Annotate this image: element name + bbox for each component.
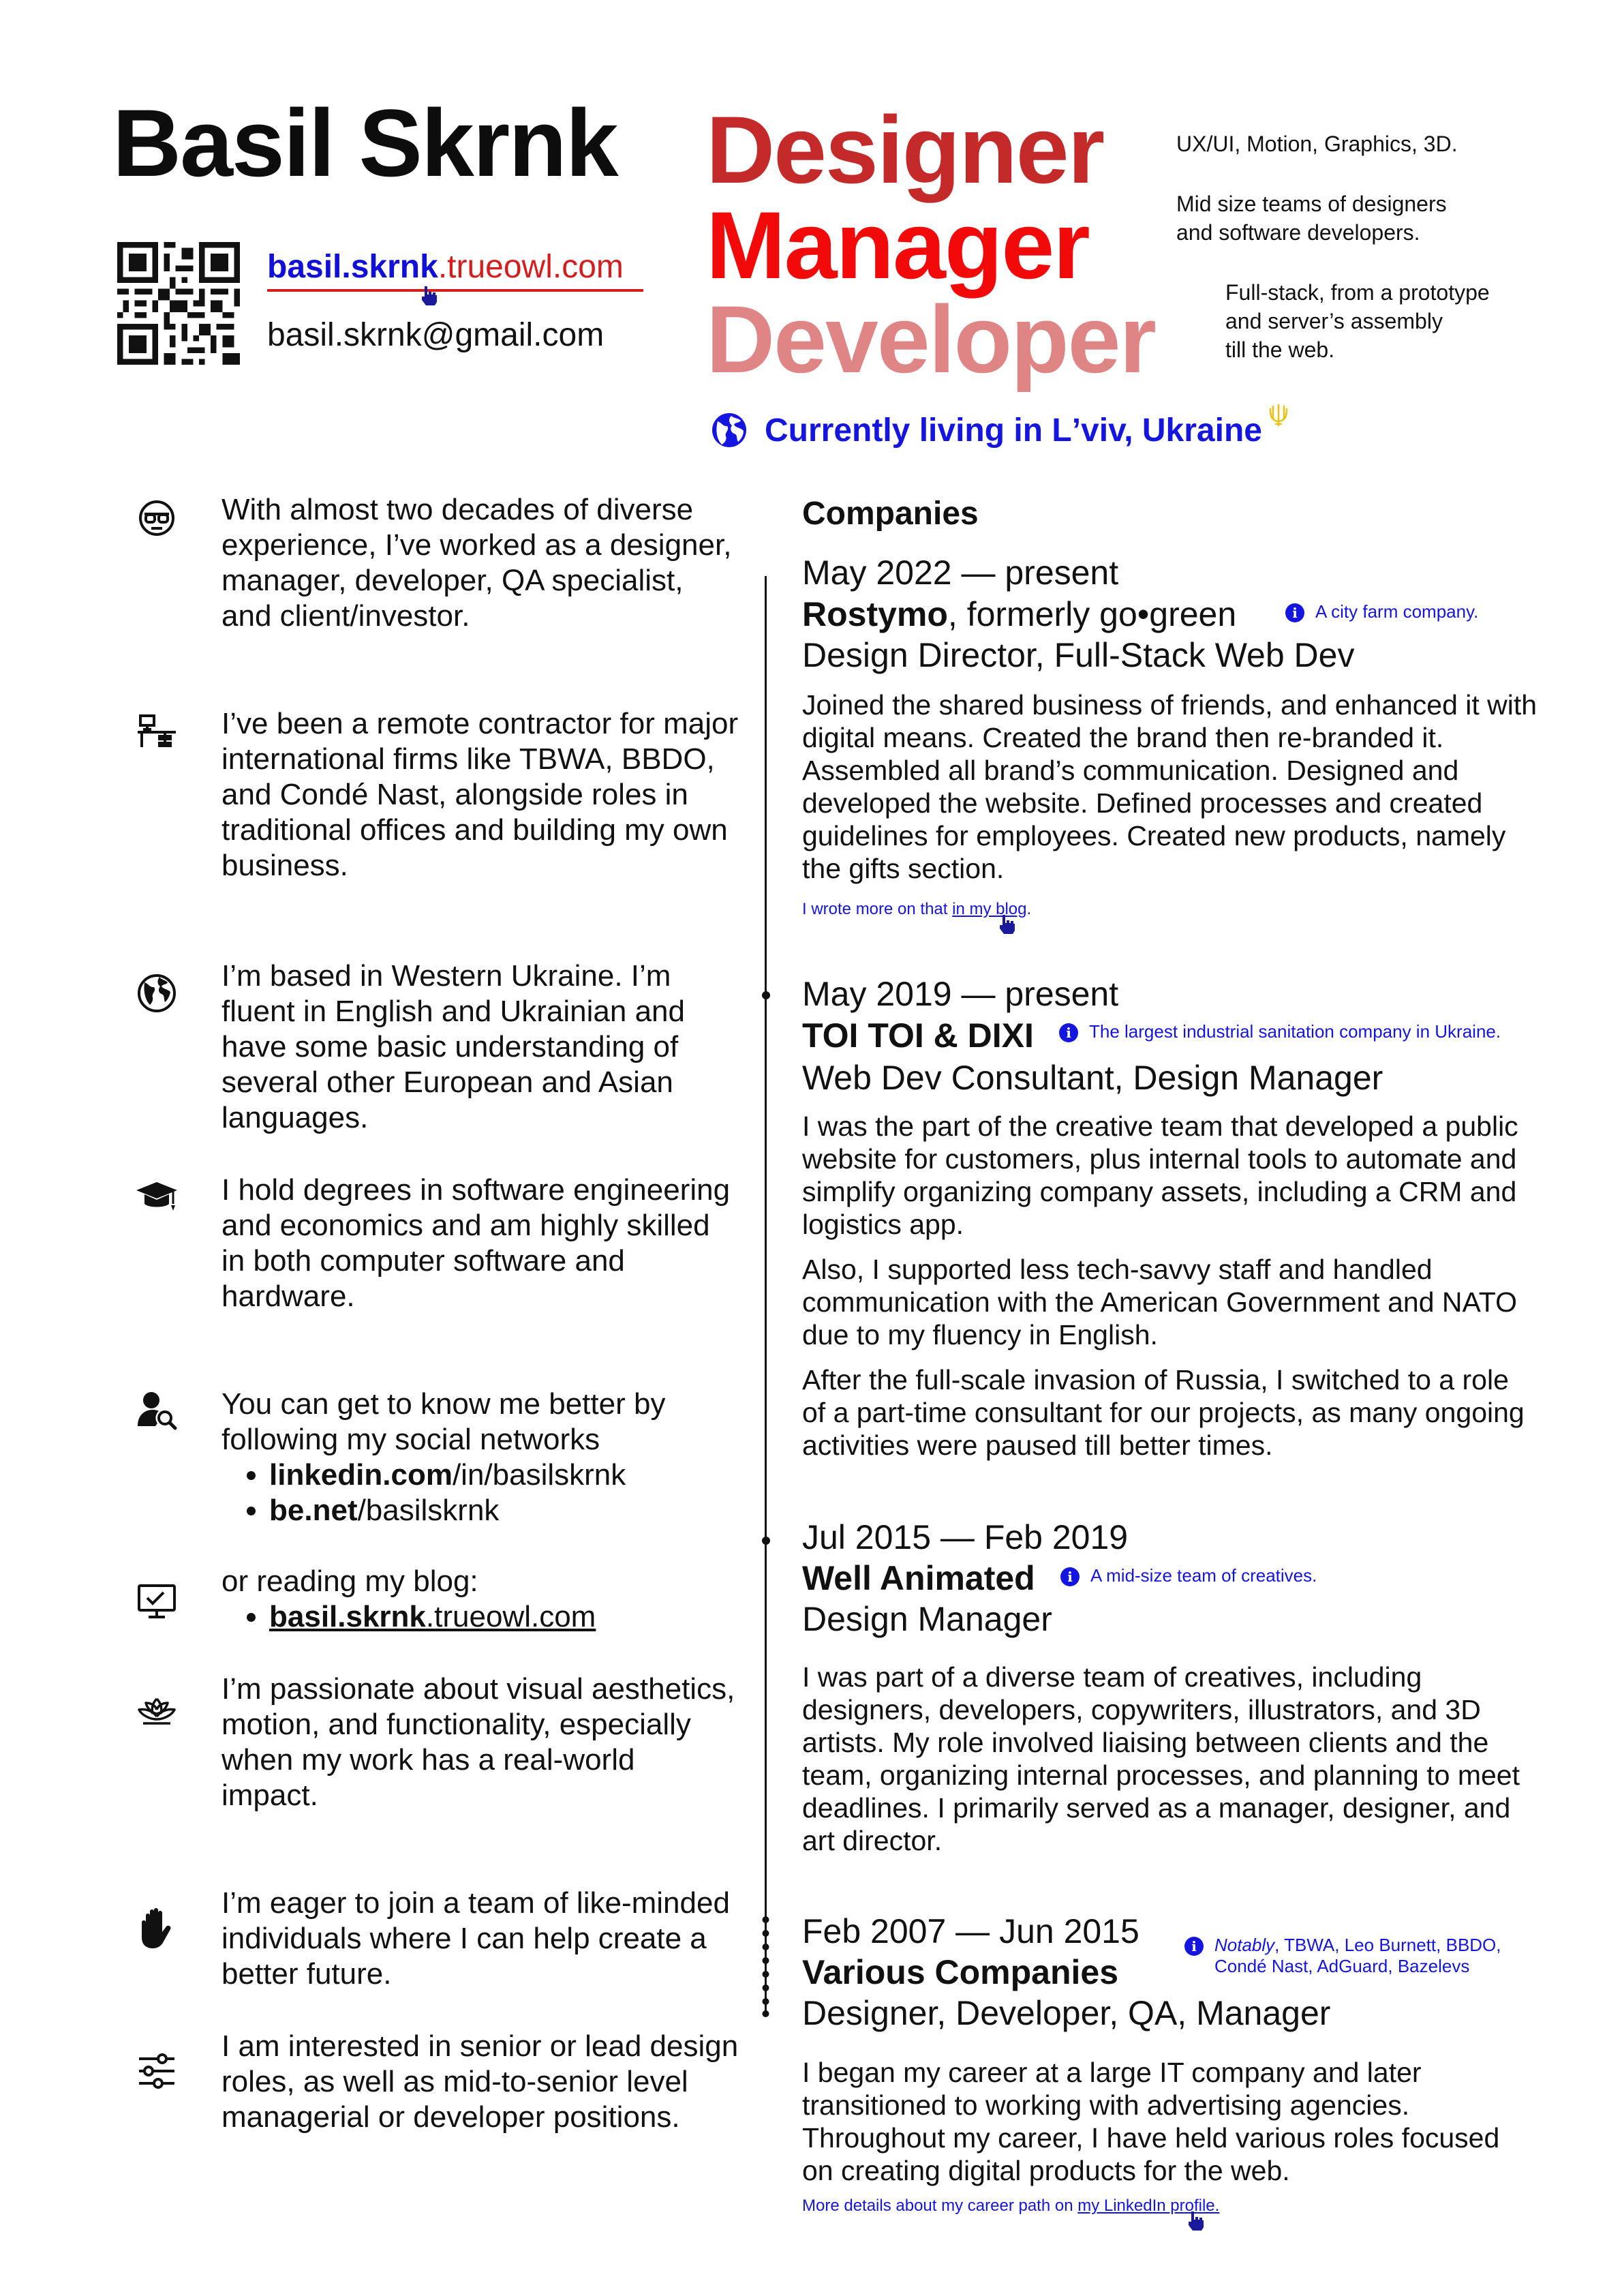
company-role: Design Manager (802, 1600, 1052, 1638)
company-description: Joined the shared business of friends, and enhanced it with digital means. Created the brand then re-branded it. Assembled all brand’s communication. Designed and developed the website. Defined processes and created guidelines for employees. Created new products, namely the gifts section. (802, 689, 1537, 884)
company-description: I was part of a diverse team of creatives, including designers, developers, copywriters, illustrators, and 3D artists. My role involved liaising between clients and the team, organizing internal processes, and planning to meet deadlines. I primarily served as a manager, designer, and art director. (802, 1661, 1520, 1856)
timeline-line (765, 576, 767, 2011)
company-period: Feb 2007 — Jun 2015 (802, 1912, 1139, 1950)
company-info: i Notably, TBWA, Leo Burnett, BBDO, Condé Nast, AdGuard, Bazelevs (1184, 1935, 1501, 1976)
lotus-icon (135, 1692, 179, 1736)
sliders-icon (135, 2049, 179, 2093)
company-info: i The largest industrial sanitation company in Ukraine. (1059, 1023, 1501, 1042)
qr-code-icon (117, 242, 240, 365)
website-link[interactable]: basil.skrnk.trueowl.com (267, 249, 624, 285)
company-name: Various Companies (802, 1953, 1119, 1991)
full-name: Basil Skrnk (112, 89, 617, 196)
tryzub-icon (1269, 404, 1288, 428)
info-icon: i (1059, 1023, 1078, 1042)
info-icon: i (1184, 1937, 1204, 1956)
blog-note: I wrote more on that in my blog. (802, 900, 1032, 918)
company-description: I was the part of the creative team that developed a public website for customers, plus internal tools to automate and simplify organizing company assets, including a CRM and logistics app. Also, I supported less tech-savvy staff and handled communication with the American Government and NATO due to my fluency in English. After the full-scale invasion of Russia, I switched to a role of a part-time consultant for our projects, as many ongoing activities were paused till better times. (802, 1111, 1525, 1461)
hand-icon (135, 1906, 179, 1950)
user-search-icon (135, 1388, 179, 1432)
company-description: I began my career at a large IT company and later transitioned to working with advertising agencies. Throughout my career, I have held various roles focused on creating digital products for the web. (802, 2057, 1500, 2186)
info-icon: i (1285, 603, 1304, 622)
blog-note-link[interactable]: in my blog (952, 900, 1027, 918)
company-info: i A city farm company. (1285, 603, 1478, 622)
about-paragraph-3: I’m based in Western Ukraine. I’m fluent in English and Ukrainian and have some basic understanding of several other European and Asian languages. (221, 959, 686, 1134)
company-info: i A mid-size team of creatives. (1060, 1567, 1317, 1586)
social-behance-link[interactable]: • be.net/basilskrnk (269, 1493, 739, 1528)
company-name: TOI TOI & DIXI (802, 1016, 1034, 1055)
timeline-dot (762, 991, 770, 999)
blog-link[interactable]: • basil.skrnk.trueowl.com (269, 1599, 739, 1635)
about-paragraph-8: I’m eager to join a team of like-minded individuals where I can help create a better future. (221, 1886, 730, 1991)
graduation-cap-icon (135, 1174, 179, 1218)
about-paragraph-1: With almost two decades of diverse experience, I’ve worked as a designer, manager, developer, QA specialist, and client/investor. (221, 493, 732, 633)
company-name: Well Animated (802, 1559, 1035, 1597)
nerd-glasses-icon (135, 496, 179, 540)
social-linkedin-link[interactable]: • linkedin.com/in/basilskrnk (269, 1457, 739, 1493)
linkedin-profile-link[interactable]: my LinkedIn profile. (1077, 2196, 1220, 2215)
company-period: May 2019 — present (802, 975, 1119, 1013)
company-role: Web Dev Consultant, Design Manager (802, 1059, 1383, 1097)
companies-heading: Companies (802, 496, 979, 532)
about-paragraph-9: I am interested in senior or lead design roles, as well as mid-to-senior level managerial or developer positions. (221, 2029, 739, 2134)
info-icon: i (1060, 1567, 1080, 1586)
timeline-dot (762, 1537, 770, 1545)
role-designer: Designer (706, 96, 1104, 203)
location-text: Currently living in Lʼviv, Ukraine (765, 412, 1262, 449)
about-paragraph-6 (221, 1564, 739, 1635)
about-paragraph-2: I’ve been a remote contractor for major international firms like TBWA, BBDO, and Condé Nast, alongside roles in traditional offices and building my own business. (221, 707, 739, 882)
role-manager: Manager (706, 192, 1089, 299)
workdesk-icon (135, 709, 179, 753)
monitor-icon (135, 1579, 179, 1622)
pointer-cursor-icon (997, 913, 1017, 935)
about-paragraph-5 (221, 1387, 739, 1528)
social-list (221, 1457, 739, 1528)
developer-note: Full-stack, from a prototype and server’s assembly till the web. (1225, 280, 1490, 362)
social-intro: You can get to know me better by following my social networks (221, 1387, 666, 1456)
company-name: Rostymo, formerly go•green (802, 595, 1237, 633)
manager-note: Mid size teams of designers and software developers. (1176, 192, 1447, 245)
pointer-cursor-icon (419, 285, 440, 307)
linkedin-note: More details about my career path on my LinkedIn profile. (802, 2196, 1220, 2215)
website-underline (267, 289, 643, 292)
blog-intro: or reading my blog: (221, 1565, 478, 1598)
company-role: Design Director, Full-Stack Web Dev (802, 636, 1355, 674)
pointer-cursor-icon (1186, 2210, 1206, 2232)
about-paragraph-7: I’m passionate about visual aesthetics, motion, and functionality, especially when my work has a real-world impact. (221, 1672, 735, 1812)
role-developer: Developer (706, 286, 1155, 393)
company-period: May 2022 — present (802, 554, 1119, 592)
company-role: Designer, Developer, QA, Manager (802, 1994, 1331, 2032)
about-paragraph-4: I hold degrees in software engineering and economics and am highly skilled in both computer software and hardware. (221, 1173, 731, 1313)
designer-note: UX/UI, Motion, Graphics, 3D. (1176, 132, 1458, 156)
globe-icon (711, 412, 748, 449)
blog-list (221, 1599, 739, 1635)
globe-icon (135, 971, 179, 1015)
email-link[interactable]: basil.skrnk@gmail.com (267, 317, 605, 353)
company-period: Jul 2015 — Feb 2019 (802, 1518, 1129, 1556)
timeline-dotted-end (761, 1916, 771, 2018)
